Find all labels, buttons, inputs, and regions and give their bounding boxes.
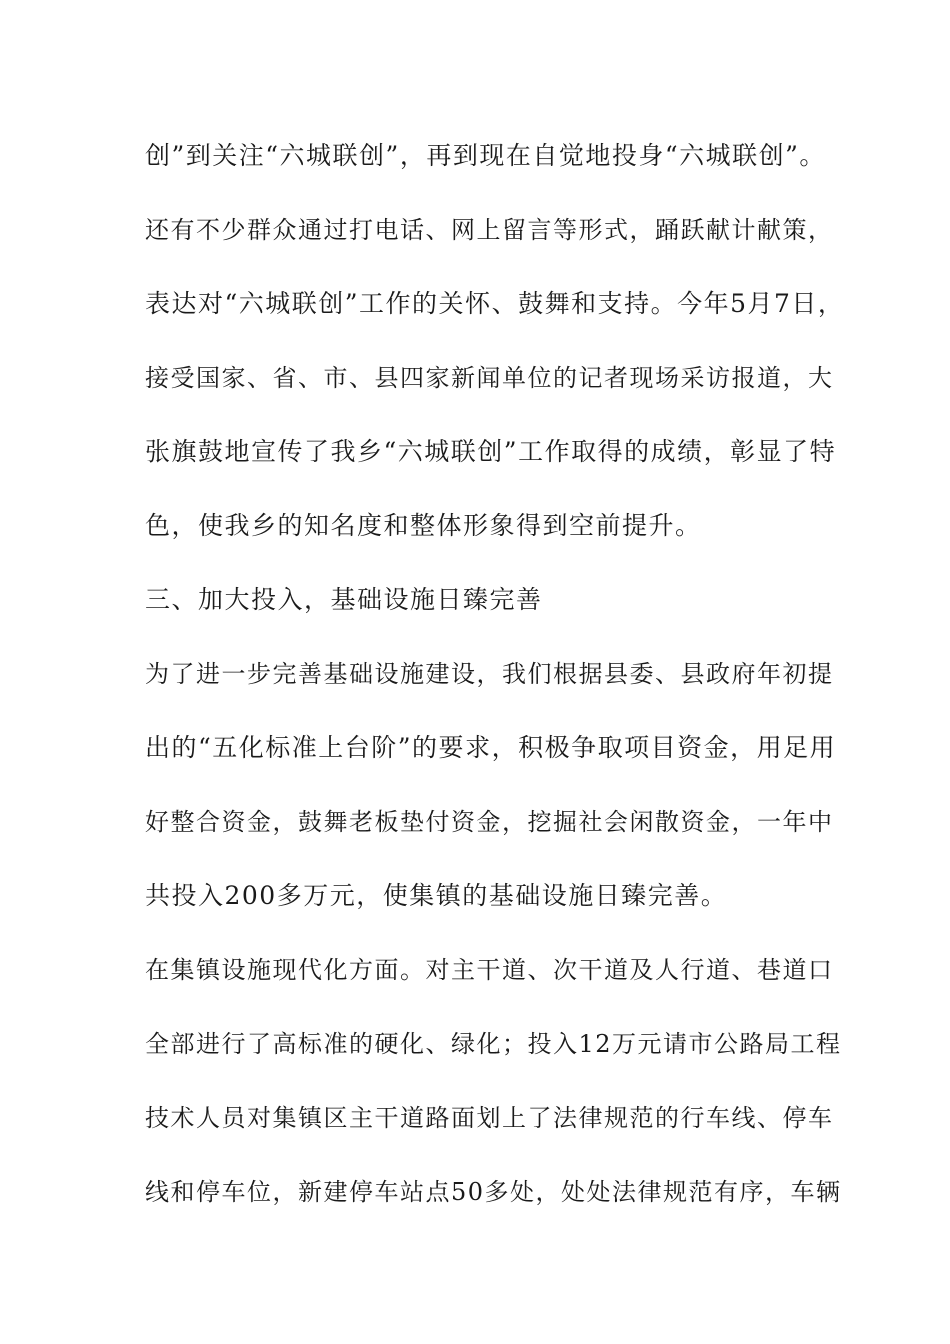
text-line: 创”到关注“六城联创”，再到现在自觉地投身“六城联创”。 bbox=[145, 141, 826, 170]
text-line: 共投入200多万元，使集镇的基础设施日臻完善。 bbox=[145, 881, 728, 910]
text-line: 出的“五化标准上台阶”的要求，积极争取项目资金，用足用 bbox=[145, 733, 837, 762]
text-line: 接受国家、省、市、县四家新闻单位的记者现场采访报道，大 bbox=[145, 364, 834, 392]
text-line: 技术人员对集镇区主干道路面划上了法律规范的行车线、停车 bbox=[145, 1104, 834, 1132]
text-line: 还有不少群众通过打电话、网上留言等形式，踊跃献计献策， bbox=[145, 216, 834, 244]
text-line: 好整合资金，鼓舞老板垫付资金，挖掘社会闲散资金，一年中 bbox=[145, 808, 834, 836]
text-line: 张旗鼓地宣传了我乡“六城联创”工作取得的成绩，彰显了特 bbox=[145, 437, 837, 466]
text-line: 线和停车位，新建停车站点50多处，处处法律规范有序，车辆 bbox=[145, 1178, 842, 1206]
text-line: 为了进一步完善基础设施建设，我们根据县委、县政府年初提 bbox=[145, 660, 834, 688]
text-line: 表达对“六城联创”工作的关怀、鼓舞和支持。今年5月7日， bbox=[145, 289, 845, 318]
text-line: 色，使我乡的知名度和整体形象得到空前提升。 bbox=[145, 511, 702, 540]
section-heading: 三、加大投入，基础设施日臻完善 bbox=[145, 585, 543, 614]
text-line: 全部进行了高标准的硬化、绿化；投入12万元请市公路局工程 bbox=[145, 1030, 842, 1058]
text-line: 在集镇设施现代化方面。对主干道、次干道及人行道、巷道口 bbox=[145, 956, 834, 984]
